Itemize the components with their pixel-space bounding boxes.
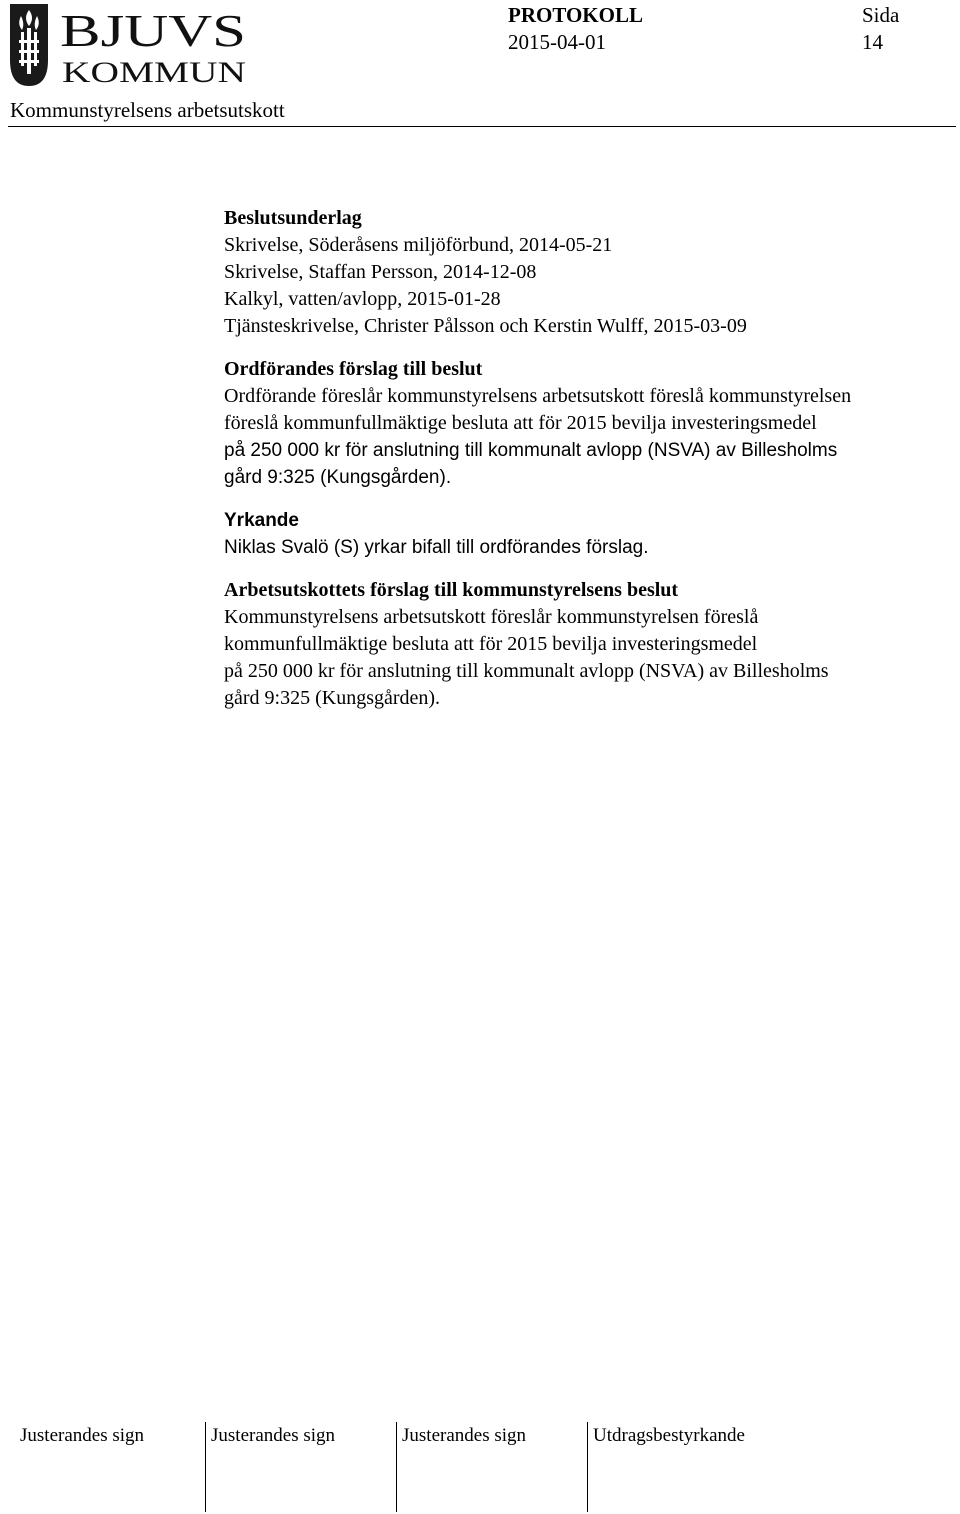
signature-box-label: Utdragsbestyrkande [593, 1425, 745, 1446]
paragraph-line: Niklas Svalö (S) yrkar bifall till ordförandes förslag. [224, 537, 649, 558]
section-beslutsunderlag [224, 205, 944, 340]
paragraph-line: Kommunstyrelsens arbetsutskott föreslår kommunstyrelsen föreslå [224, 606, 759, 628]
paragraph-line: gård 9:325 (Kungsgården). [224, 467, 452, 488]
page-label: Sida [862, 3, 900, 27]
paragraph-line: gård 9:325 (Kungsgården). [224, 687, 441, 709]
section-heading: Beslutsunderlag [224, 207, 362, 229]
document-date: 2015-04-01 [508, 30, 606, 54]
protocol-body [224, 205, 944, 728]
section-heading: Yrkande [224, 510, 299, 531]
header-divider [8, 126, 956, 127]
document-type: PROTOKOLL [508, 3, 643, 27]
page-number: 14 [862, 30, 883, 54]
section-heading: Arbetsutskottets förslag till kommunstyrelsens beslut [224, 579, 679, 601]
committee-name: Kommunstyrelsens arbetsutskott [10, 98, 285, 122]
paragraph-line: Ordförande föreslår kommunstyrelsens arbetsutskott föreslå kommunstyrelsen [224, 385, 852, 407]
signature-divider [205, 1422, 206, 1512]
signature-box-label: Justerandes sign [211, 1425, 336, 1446]
logo-wordmark: BJUVS [60, 5, 246, 56]
document-reference: Skrivelse, Söderåsens miljöförbund, 2014-05-21 [224, 234, 613, 256]
signature-divider [396, 1422, 397, 1512]
paragraph-line: föreslå kommunfullmäktige besluta att för 2015 bevilja investeringsmedel [224, 412, 817, 434]
document-reference: Tjänsteskrivelse, Christer Pålsson och Kerstin Wulff, 2015-03-09 [224, 315, 747, 337]
document-reference: Kalkyl, vatten/avlopp, 2015-01-28 [224, 288, 501, 310]
section-ordforandes-forslag [224, 356, 944, 491]
paragraph-line: på 250 000 kr för anslutning till kommunalt avlopp (NSVA) av Billesholms [224, 440, 838, 461]
signature-divider [587, 1422, 588, 1512]
logo-subtitle: KOMMUN [62, 56, 246, 88]
torch-emblem-icon [8, 2, 248, 88]
section-heading: Ordförandes förslag till beslut [224, 358, 483, 380]
signature-box-label: Justerandes sign [402, 1425, 527, 1446]
signature-box-label: Justerandes sign [20, 1425, 145, 1446]
section-yrkande [224, 507, 944, 561]
paragraph-line: på 250 000 kr för anslutning till kommunalt avlopp (NSVA) av Billesholms [224, 660, 829, 682]
bjuvs-kommun-logo [8, 2, 248, 88]
document-reference: Skrivelse, Staffan Persson, 2014-12-08 [224, 261, 537, 283]
paragraph-line: kommunfullmäktige besluta att för 2015 bevilja investeringsmedel [224, 633, 758, 655]
section-arbetsutskottets-forslag [224, 577, 944, 712]
